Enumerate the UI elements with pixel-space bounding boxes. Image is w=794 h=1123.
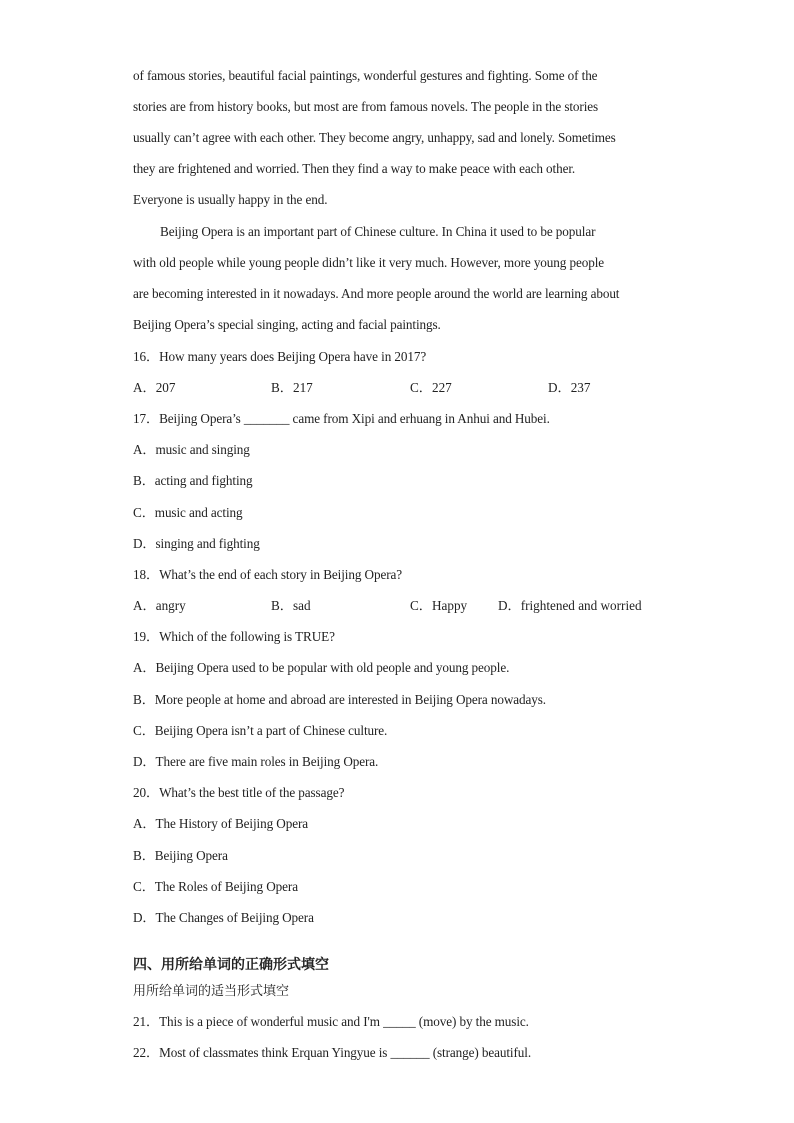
question-22: 22．Most of classmates think Erquan Yingyue is ______ (strange) beautiful.: [133, 1045, 532, 1060]
question-16-option-a: A．207: [133, 380, 176, 395]
passage-line: with old people while young people didn’t like it very much. However, more young people: [133, 255, 605, 270]
question-18-option-b: B．sad: [271, 598, 311, 613]
passage-line: Everyone is usually happy in the end.: [133, 192, 328, 207]
question-19-option-b: B．More people at home and abroad are interested in Beijing Opera nowadays.: [133, 692, 546, 707]
question-17-option-d: D．singing and fighting: [133, 536, 260, 551]
question-17-stem: 17．Beijing Opera’s _______ came from Xipi and erhuang in Anhui and Hubei.: [133, 411, 550, 426]
question-20-stem: 20．What’s the best title of the passage?: [133, 785, 345, 800]
passage-line: stories are from history books, but most are from famous novels. The people in the stories: [133, 99, 599, 114]
question-17-option-b: B．acting and fighting: [133, 473, 253, 488]
question-16-option-b: B．217: [271, 380, 313, 395]
passage-line: they are frightened and worried. Then they find a way to make peace with each other.: [133, 161, 576, 176]
section-heading: 四、用所给单词的正确形式填空: [133, 957, 329, 973]
question-21: 21．This is a piece of wonderful music and I'm _____ (move) by the music.: [133, 1014, 529, 1029]
section-subheading: 用所给单词的适当形式填空: [133, 984, 290, 999]
question-19-option-a: A．Beijing Opera used to be popular with old people and young people.: [133, 660, 510, 675]
question-18-stem: 18．What’s the end of each story in Beijing Opera?: [133, 567, 403, 582]
passage-line: Beijing Opera is an important part of Chinese culture. In China it used to be popular: [160, 224, 596, 239]
passage-line: of famous stories, beautiful facial paintings, wonderful gestures and fighting. Some of the: [133, 68, 598, 83]
question-16-stem: 16．How many years does Beijing Opera have in 2017?: [133, 349, 427, 364]
question-18-option-d: D．frightened and worried: [498, 598, 642, 613]
question-17-option-a: A．music and singing: [133, 442, 250, 457]
question-16-option-c: C．227: [410, 380, 452, 395]
question-18-option-c: C．Happy: [410, 598, 468, 613]
passage-line: Beijing Opera’s special singing, acting and facial paintings.: [133, 317, 441, 332]
question-17-option-c: C．music and acting: [133, 505, 243, 520]
question-20-option-a: A．The History of Beijing Opera: [133, 816, 308, 831]
question-19-stem: 19．Which of the following is TRUE?: [133, 629, 335, 644]
passage-line: are becoming interested in it nowadays. And more people around the world are learning about: [133, 286, 620, 301]
question-20-option-c: C．The Roles of Beijing Opera: [133, 879, 298, 894]
question-16-option-d: D．237: [548, 380, 591, 395]
question-20-option-d: D．The Changes of Beijing Opera: [133, 910, 314, 925]
question-18-option-a: A．angry: [133, 598, 186, 613]
question-20-option-b: B．Beijing Opera: [133, 848, 228, 863]
question-19-option-c: C．Beijing Opera isn’t a part of Chinese culture.: [133, 723, 388, 738]
passage-line: usually can’t agree with each other. They become angry, unhappy, sad and lonely. Sometimes: [133, 130, 616, 145]
question-19-option-d: D．There are five main roles in Beijing Opera.: [133, 754, 379, 769]
